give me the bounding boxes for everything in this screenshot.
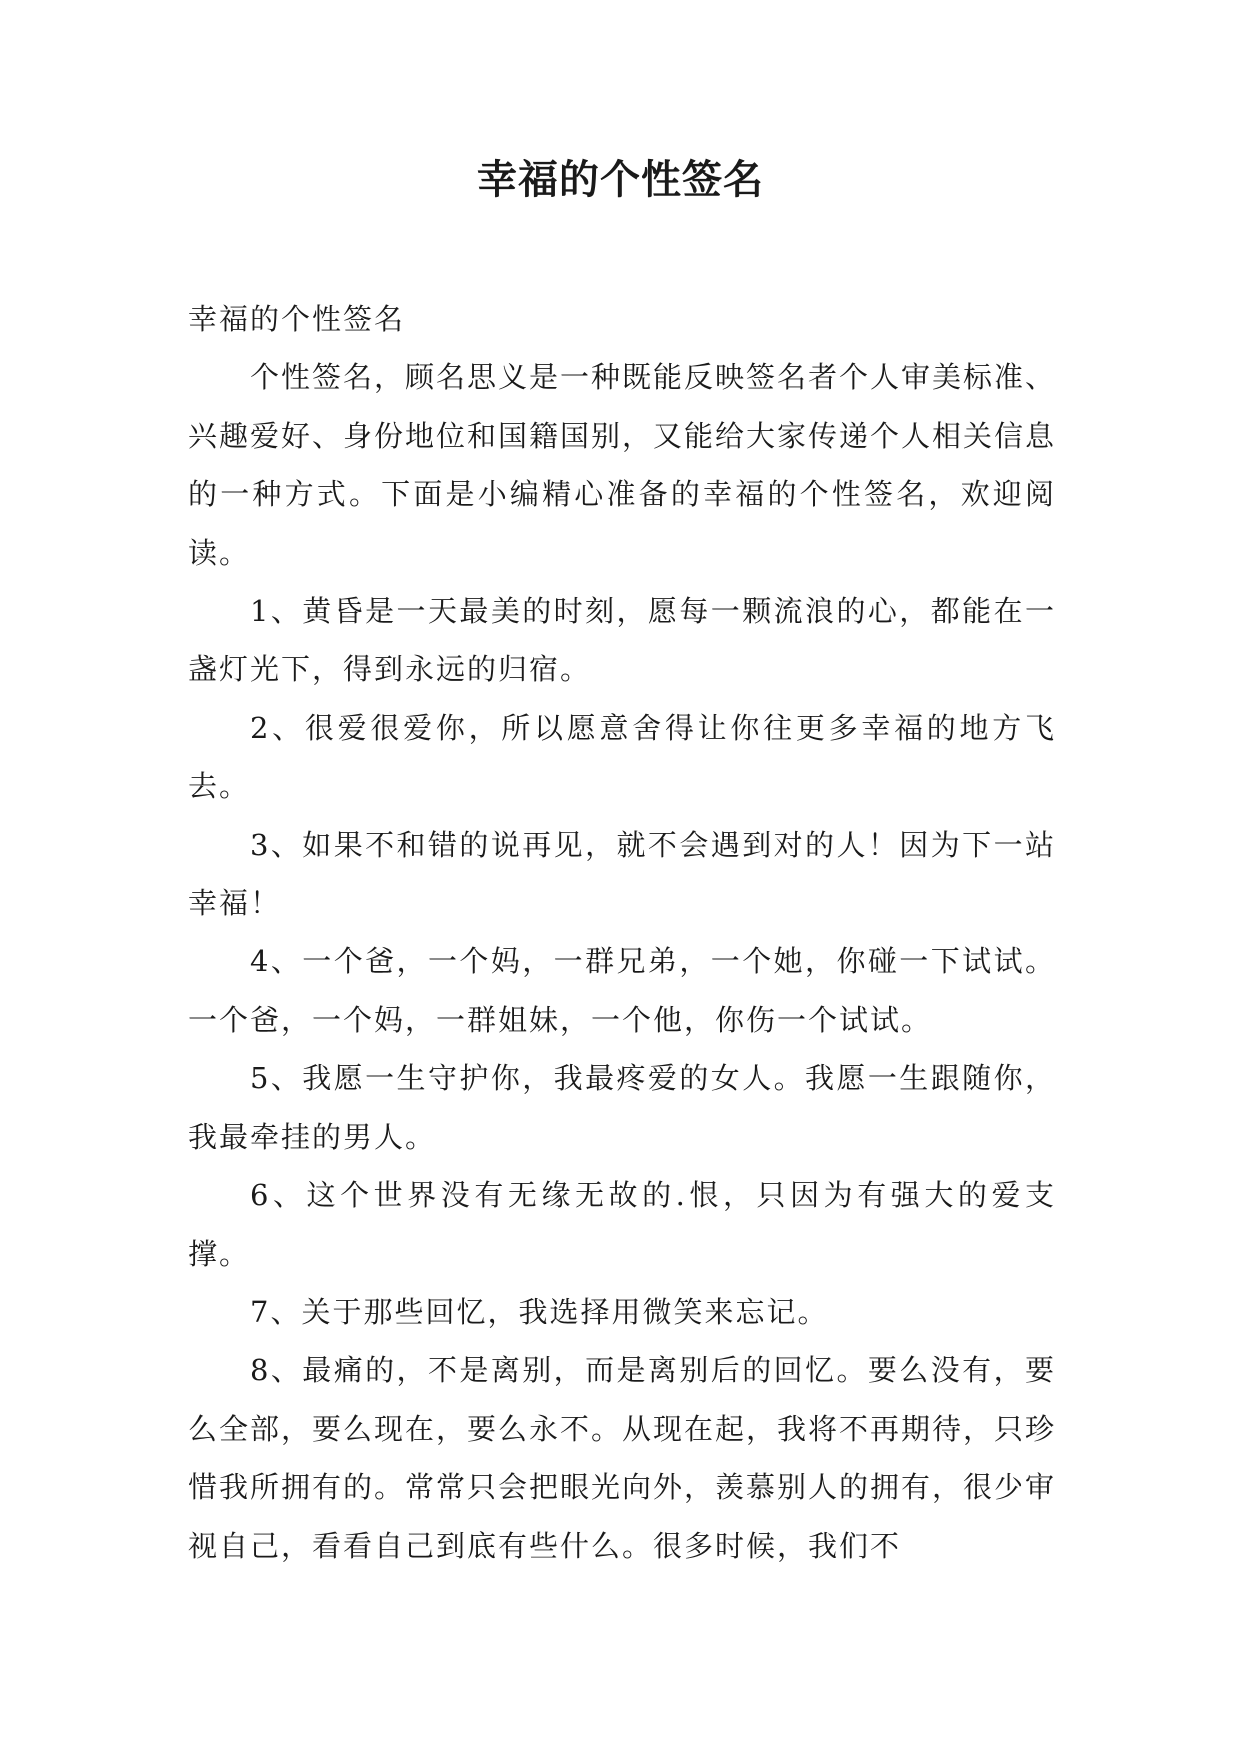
- intro-paragraph: 个性签名，顾名思义是一种既能反映签名者个人审美标准、兴趣爱好、身份地位和国籍国别，又能给大家传递个人相关信息的一种方式。下面是小编精心准备的幸福的个性签名，欢迎阅读。: [188, 360, 1057, 570]
- list-item: 4、一个爸，一个妈，一群兄弟，一个她，你碰一下试试。一个爸，一个妈，一群姐妹，一个他，你伤一个试试。: [188, 944, 1056, 1037]
- list-item: 2、很爱很爱你，所以愿意舍得让你往更多幸福的地方飞去。: [188, 710, 1056, 804]
- list-item: 6、这个世界没有无缘无故的.恨，只因为有强大的爱支撑。: [188, 1178, 1056, 1271]
- document-title: 幸福的个性签名: [477, 157, 764, 203]
- list-item: 8、最痛的，不是离别，而是离别后的回忆。要么没有，要么全部，要么现在，要么永不。从现在起，我将不再期待，只珍惜我所拥有的。常常只会把眼光向外，羡慕别人的拥有，很少审视自己，看看自己到底有些什么。很多时候，我们不: [188, 1353, 1057, 1563]
- document-body: [188, 290, 1056, 1575]
- body-heading: 幸福的个性签名: [188, 302, 406, 336]
- list-item: 3、如果不和错的说再见，就不会遇到对的人！因为下一站幸福！: [188, 827, 1056, 921]
- list-item: 1、黄昏是一天最美的时刻，愿每一颗流浪的心，都能在一盏灯光下，得到永远的归宿。: [188, 594, 1056, 687]
- list-item: 5、我愿一生守护你，我最疼爱的女人。我愿一生跟随你，我最牵挂的男人。: [188, 1061, 1056, 1154]
- list-item: 7、关于那些回忆，我选择用微笑来忘记。: [250, 1294, 829, 1329]
